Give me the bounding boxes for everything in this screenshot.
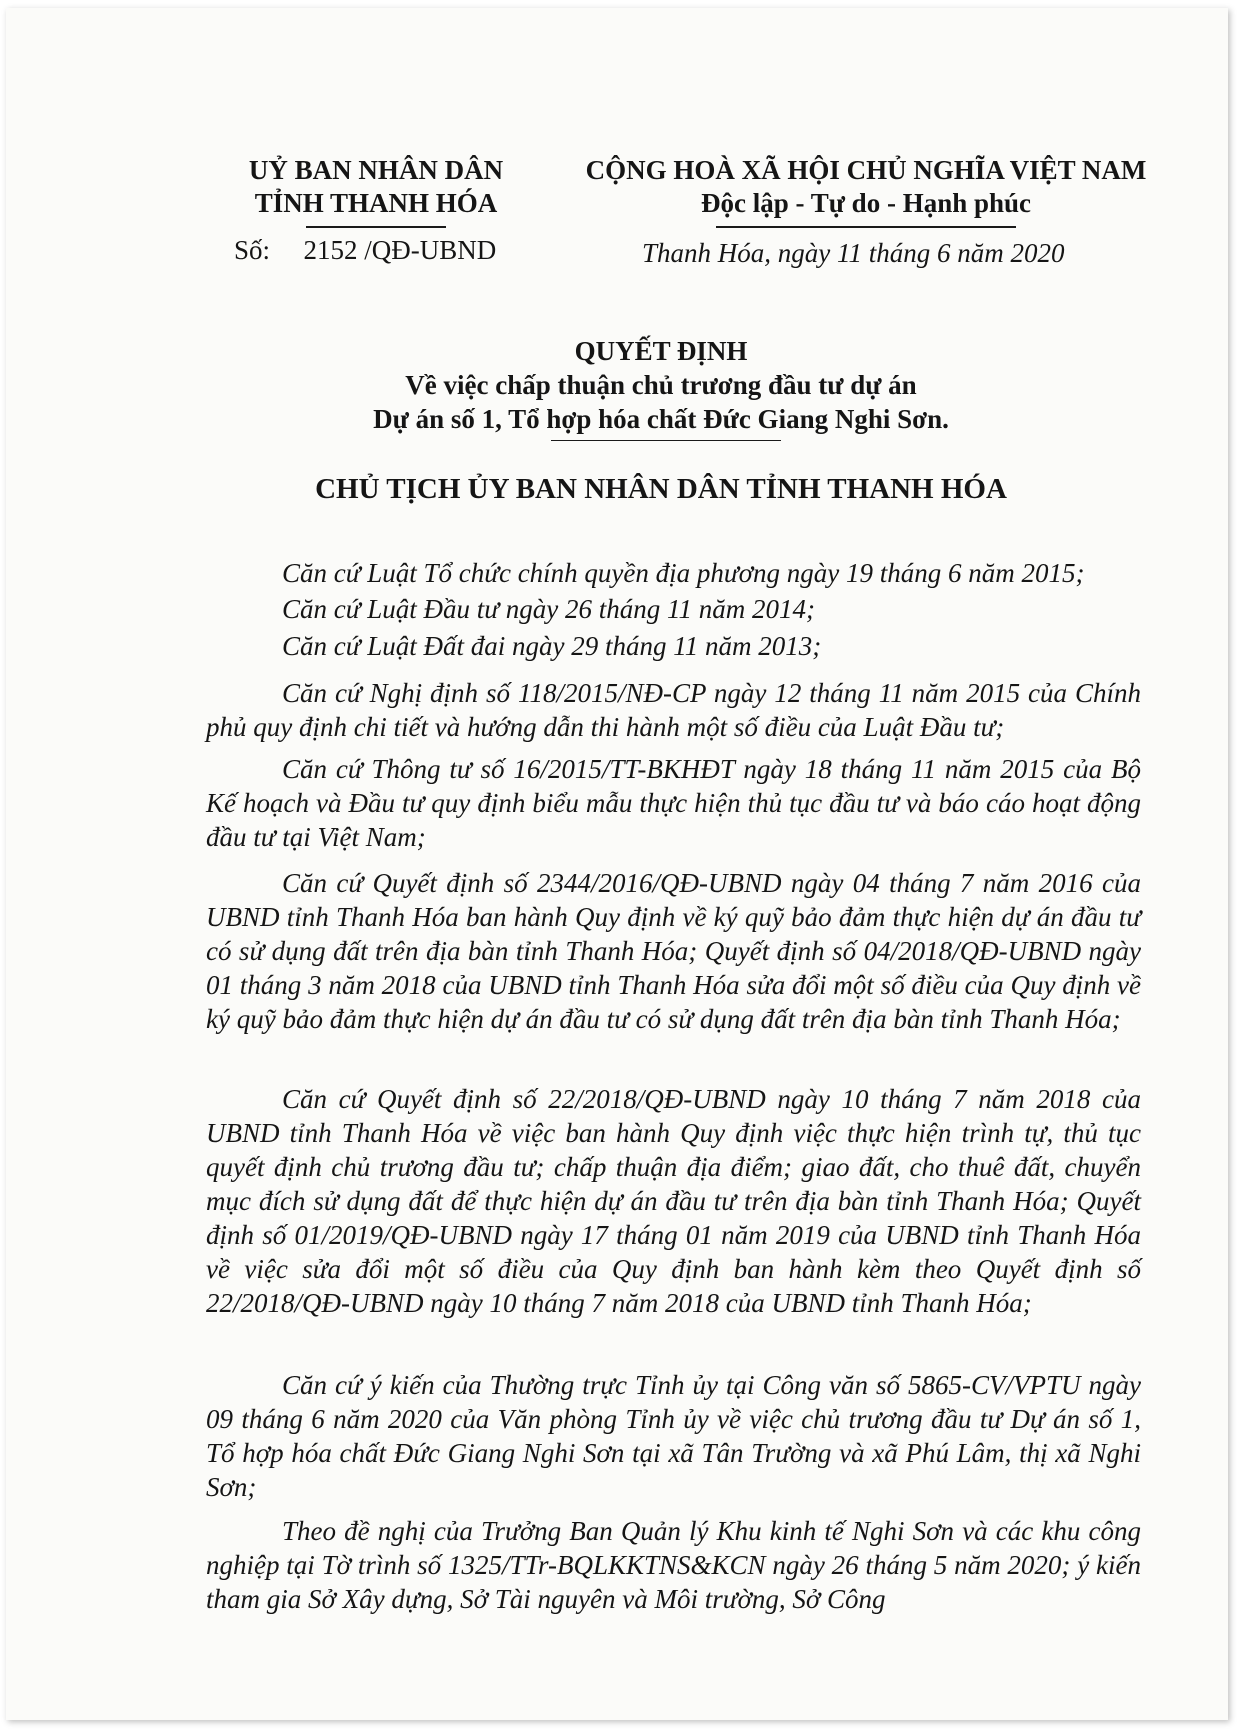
document-type: QUYẾT ĐỊNH <box>574 336 748 366</box>
national-motto: Độc lập - Tự do - Hạnh phúc <box>700 188 1032 218</box>
motto-underline <box>716 226 1016 228</box>
subject-underline <box>551 440 781 441</box>
agency-underline <box>306 226 446 228</box>
basis-8: Căn cứ ý kiến của Thường trực Tỉnh ủy tại Công văn số 5865-CV/VPTU ngày 09 tháng 6 năm 2020 của Văn phòng Tỉnh ủy về việc chủ trương đầu tư Dự án số 1, Tổ hợp hóa chất Đức Giang Nghi Sơn tại xã Tân Trường và xã Phú Lâm, thị xã Nghi Sơn; <box>206 1370 1141 1502</box>
number-suffix: /QĐ-UBND <box>364 235 497 265</box>
document-page <box>6 8 1228 1720</box>
basis-4: Căn cứ Nghị định số 118/2015/NĐ-CP ngày 12 tháng 11 năm 2015 của Chính phủ quy định chi tiết và hướng dẫn thi hành một số điều của Luật Đầu tư; <box>206 678 1141 742</box>
issuer-title: CHỦ TỊCH ỦY BAN NHÂN DÂN TỈNH THANH HÓA <box>315 473 1007 505</box>
country-name: CỘNG HOÀ XÃ HỘI CHỦ NGHĨA VIỆT NAM <box>585 155 1147 185</box>
basis-5: Căn cứ Thông tư số 16/2015/TT-BKHĐT ngày 18 tháng 11 năm 2015 của Bộ Kế hoạch và Đầu tư quy định biểu mẫu thực hiện thủ tục đầu tư và báo cáo hoạt động đầu tư tại Việt Nam; <box>206 754 1141 852</box>
basis-9: Theo đề nghị của Trưởng Ban Quản lý Khu kinh tế Nghi Sơn và các khu công nghiệp tại Tờ trình số 1325/TTr-BQLKKTNS&KCN ngày 26 tháng 5 năm 2020; ý kiến tham gia Sở Xây dựng, Sở Tài nguyên và Môi trường, Sở Công <box>206 1516 1141 1614</box>
agency-name-line2: TỈNH THANH HÓA <box>254 188 498 218</box>
basis-3: Căn cứ Luật Đất đai ngày 29 tháng 11 năm 2013; <box>282 631 822 661</box>
place-date: Thanh Hóa, ngày 11 tháng 6 năm 2020 <box>642 238 1065 268</box>
subject-line1: Về việc chấp thuận chủ trương đầu tư dự án <box>405 370 917 400</box>
document-number <box>234 235 496 266</box>
number-label: Số: <box>234 235 271 265</box>
basis-2: Căn cứ Luật Đầu tư ngày 26 tháng 11 năm 2014; <box>282 594 815 624</box>
basis-6: Căn cứ Quyết định số 2344/2016/QĐ-UBND ngày 04 tháng 7 năm 2016 của UBND tỉnh Thanh Hóa ban hành Quy định về ký quỹ bảo đảm thực hiện dự án đầu tư có sử dụng đất trên địa bàn tỉnh Thanh Hóa; Quyết định số 04/2018/QĐ-UBND ngày 01 tháng 3 năm 2018 của UBND tỉnh Thanh Hóa sửa đổi một số điều của Quy định về ký quỹ bảo đảm thực hiện dự án đầu tư có sử dụng đất trên địa bàn tỉnh Thanh Hóa; <box>206 868 1141 1034</box>
number-value: 2152 <box>303 235 358 265</box>
basis-1: Căn cứ Luật Tổ chức chính quyền địa phương ngày 19 tháng 6 năm 2015; <box>282 558 1085 588</box>
agency-name-line1: UỶ BAN NHÂN DÂN <box>248 155 504 185</box>
basis-7: Căn cứ Quyết định số 22/2018/QĐ-UBND ngày 10 tháng 7 năm 2018 của UBND tỉnh Thanh Hóa về việc ban hành Quy định việc thực hiện trình tự, thủ tục quyết định chủ trương đầu tư; chấp thuận địa điểm; giao đất, cho thuê đất, chuyển mục đích sử dụng đất để thực hiện dự án đầu tư trên địa bàn tỉnh Thanh Hóa; Quyết định số 01/2019/QĐ-UBND ngày 17 tháng 01 năm 2019 của UBND tỉnh Thanh Hóa về việc sửa đổi một số điều của Quy định ban hành kèm theo Quyết định số 22/2018/QĐ-UBND ngày 10 tháng 7 năm 2018 của UBND tỉnh Thanh Hóa; <box>206 1084 1141 1318</box>
subject-line2: Dự án số 1, Tổ hợp hóa chất Đức Giang Nghi Sơn. <box>373 404 949 434</box>
